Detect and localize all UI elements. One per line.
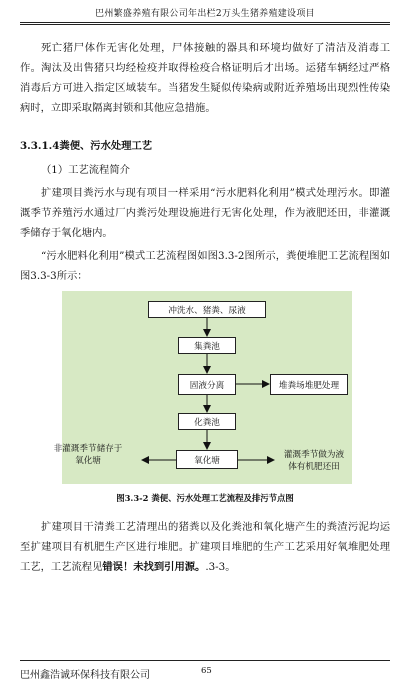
header-title: 巴州繁盛养殖有限公司年出栏2万头生猪养殖建设项目 bbox=[95, 9, 315, 19]
paragraph-carcass: 死亡猪尸体作无害化处理，尸体接触的器具和环境均做好了清洁及消毒工作。淘汰及出售猪只均经检疫并取得检疫合格证明后才出场。运猪车辆经过严格消毒后方可进入指定区域装车。当猪发生疑似传染病或附近养殖场出现烈性传染病时，立即采取隔离封锁和其他应急措施。 bbox=[20, 42, 390, 114]
label-non-irrigation-line1: 非灌溉季节储存于 bbox=[53, 444, 123, 454]
box-wash-water: 冲洗水、猪粪、尿液 bbox=[148, 301, 266, 318]
footer-company: 巴州鑫浩诚环保科技有限公司 bbox=[20, 670, 150, 681]
box-solid-liquid-separation: 固液分离 bbox=[178, 374, 236, 395]
figure-caption: 图3.3-2 粪便、污水处理工艺流程及排污节点图 bbox=[116, 493, 294, 503]
paragraph-compost bbox=[20, 517, 390, 577]
section-heading: 3.3.1.4粪便、污水处理工艺 bbox=[20, 140, 153, 152]
label-non-irrigation-storage bbox=[36, 443, 140, 467]
box-oxidation-pond: 氧化塘 bbox=[176, 450, 238, 469]
box-compost-treatment: 堆粪场堆肥处理 bbox=[270, 374, 348, 395]
paragraph-figure-ref: “污水肥料化利用”模式工艺流程图如图3.3-2图所示，粪便堆肥工艺流程图如图3.3-3所示： bbox=[20, 250, 390, 282]
compost-text: 扩建项目干清粪工艺清理出的猪粪以及化粪池和氧化塘产生的粪渣污泥均运至扩建项目有机肥生产区进行堆肥。扩建项目堆肥的生产工艺采用好氧堆肥处理工艺，工艺流程见 bbox=[20, 521, 390, 573]
sub-heading: （1）工艺流程简介 bbox=[41, 164, 130, 176]
page-number: 65 bbox=[201, 666, 212, 676]
process-flow-diagram bbox=[53, 291, 352, 484]
compost-tail: .3-3。 bbox=[205, 561, 236, 573]
box-septic-pool: 集粪池 bbox=[178, 337, 236, 354]
header-rule-double bbox=[20, 24, 390, 25]
reference-error: 错误！未找到引用源。 bbox=[102, 561, 206, 573]
label-irrigation-line1: 灌溉季节做为液 bbox=[283, 450, 345, 460]
paragraph-process-intro: 扩建项目粪污水与现有项目一样采用“污水肥料化利用”模式处理污水。即灌溉季节养殖污水通过厂内粪污处理设施进行无害化处理，作为液肥还田，非灌溉季储存于氧化塘内。 bbox=[20, 187, 390, 239]
box-cesspool: 化粪池 bbox=[178, 413, 236, 430]
label-irrigation-fertilizer bbox=[274, 449, 354, 473]
label-irrigation-line2: 体有机肥还田 bbox=[288, 462, 340, 472]
header-rule bbox=[20, 22, 390, 23]
footer-rule bbox=[20, 660, 390, 661]
label-non-irrigation-line2: 氧化塘 bbox=[75, 456, 101, 466]
